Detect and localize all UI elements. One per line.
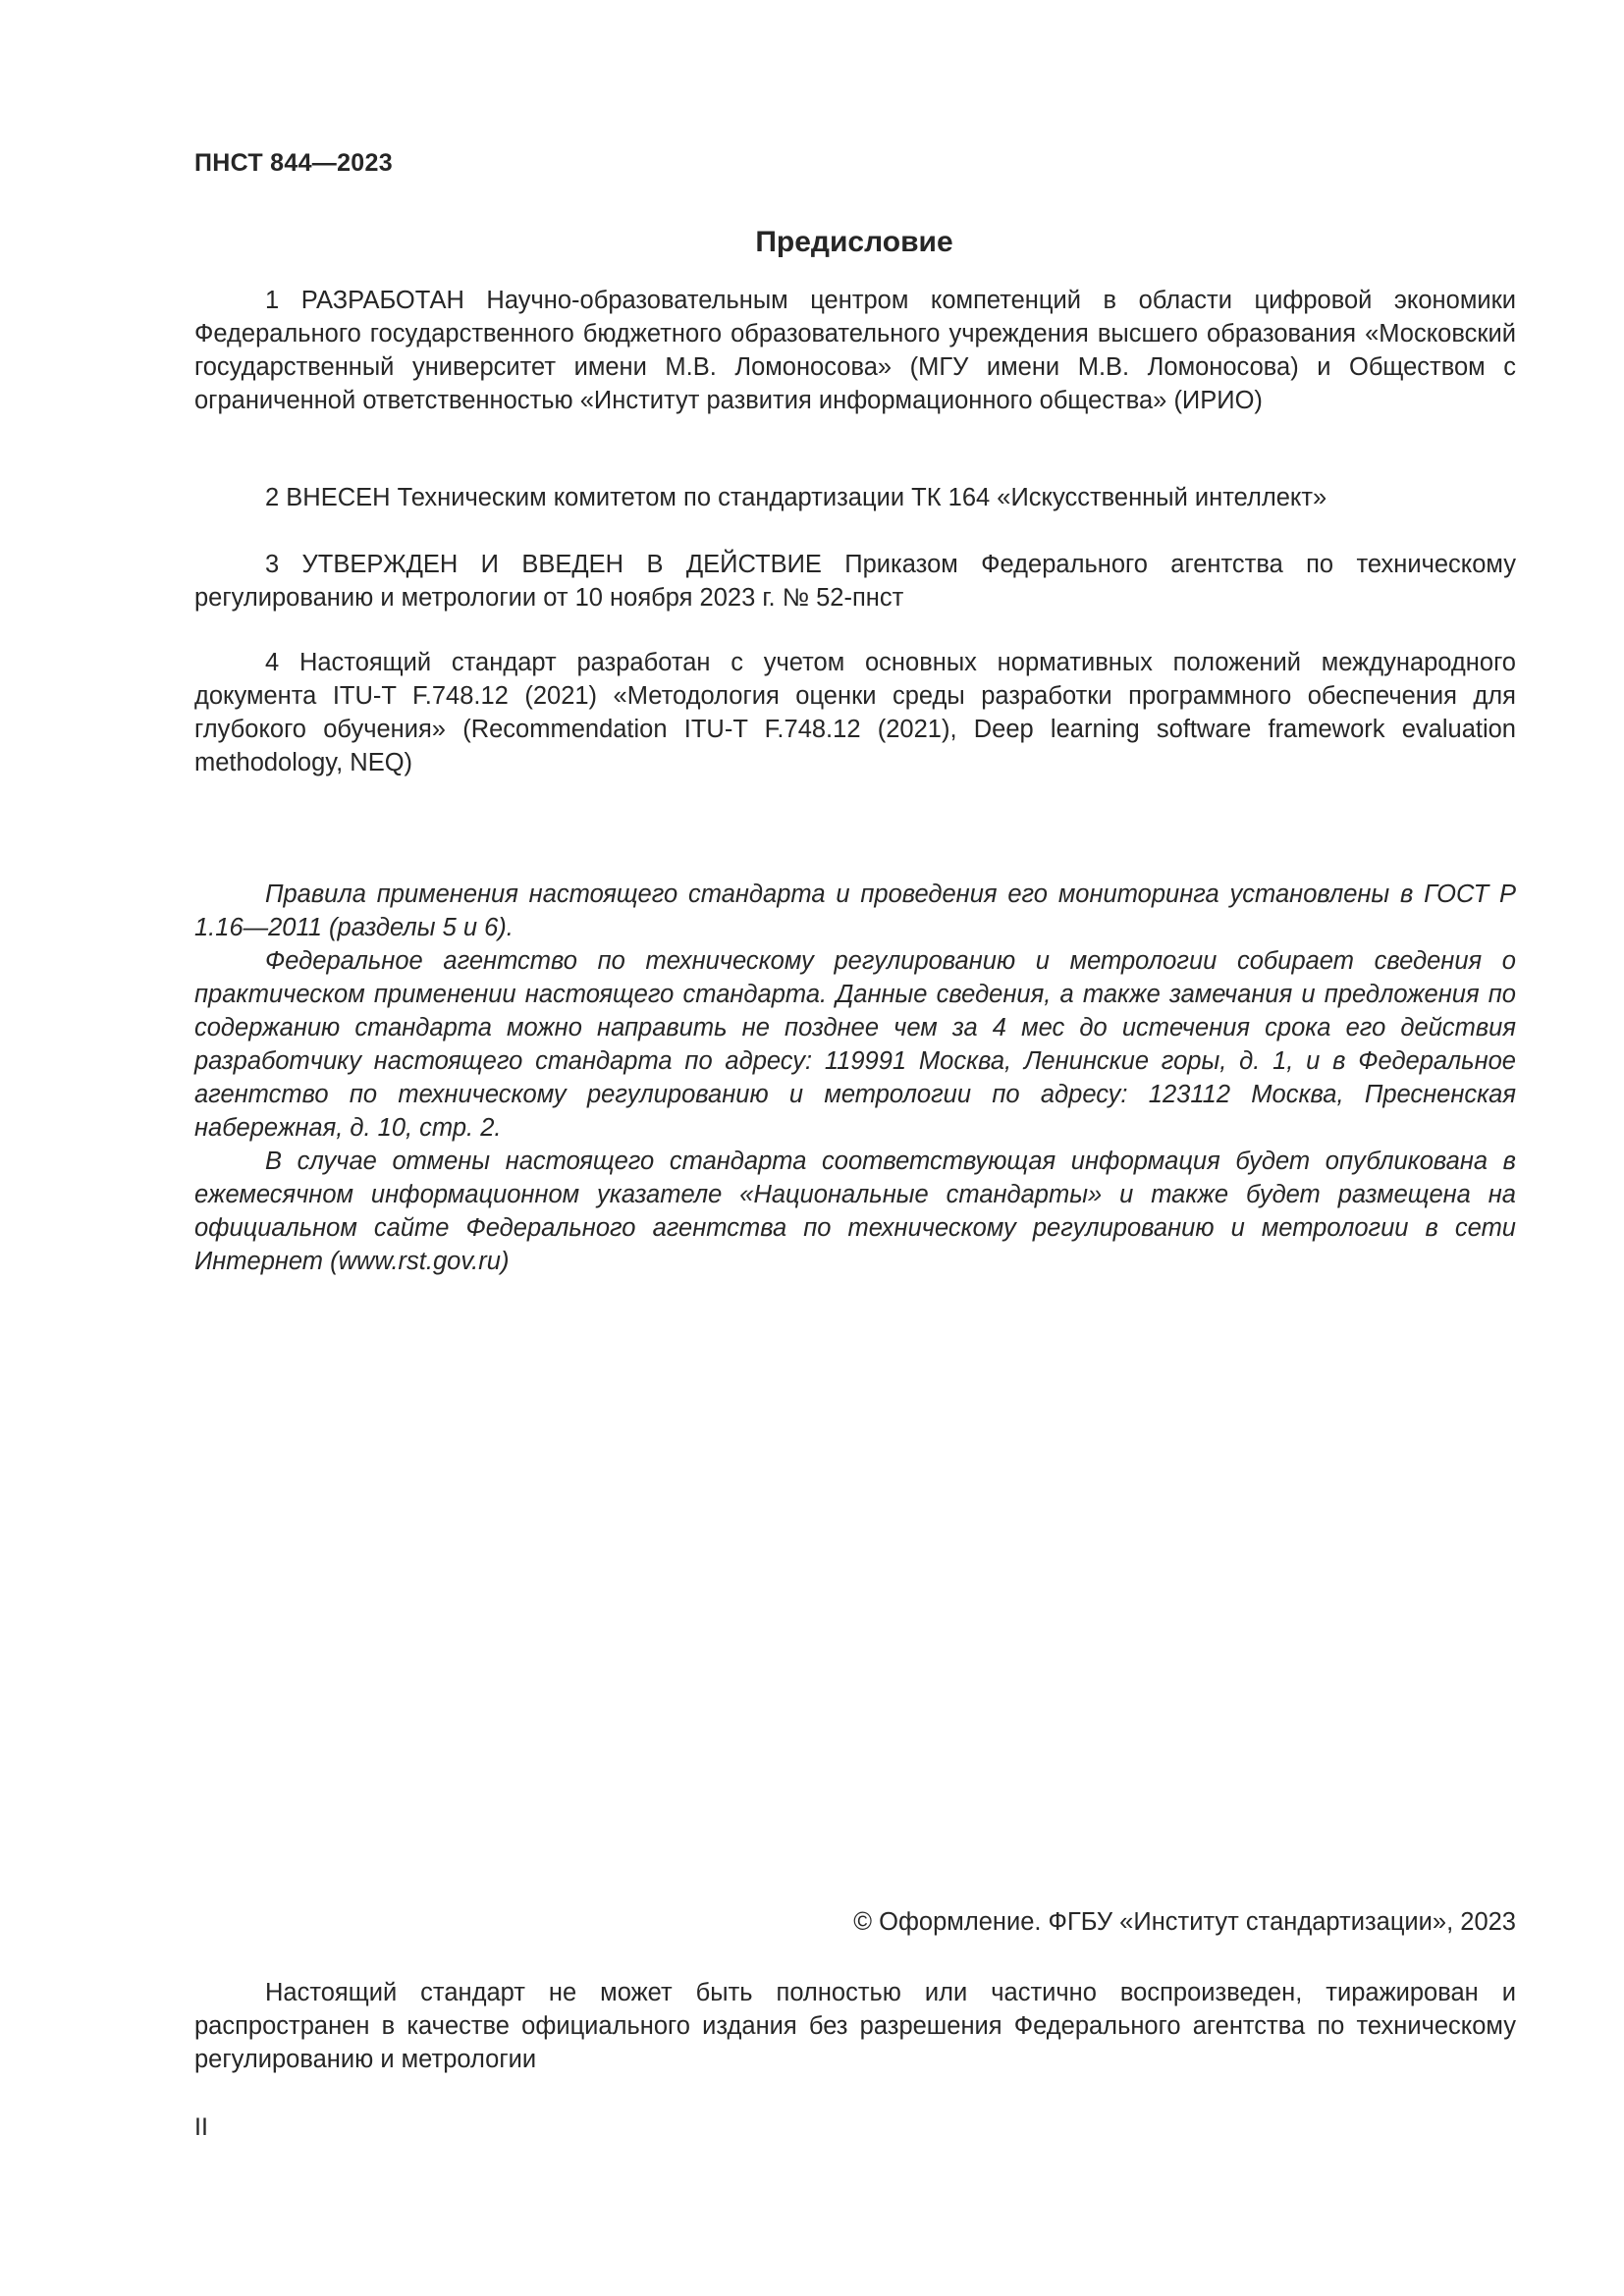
application-notes xyxy=(194,878,1516,1278)
document-id: ПНСТ 844—2023 xyxy=(194,149,393,177)
copyright-notice: © Оформление. ФГБУ «Институт стандартизации», 2023 xyxy=(853,1908,1516,1936)
rights-text: Настоящий стандарт не может быть полностью или частично воспроизведен, тиражирован и распространен в качестве официального издания без разрешения Федерального агентства по техническому регулированию и метрологии xyxy=(194,1979,1516,2073)
rights-notice xyxy=(194,1976,1516,2076)
paragraph-text: 1 РАЗРАБОТАН Научно-образовательным центром компетенций в области цифровой экономики Федерального государственного бюджетного образовательного учреждения высшего образования «Московский государственный университет имени М.В. Ломоносова» (МГУ имени М.В. Ломоносова) и Обществом с ограниченной ответственностью «Институт развития информационного общества» (ИРИО) xyxy=(194,287,1516,414)
paragraph-text: 2 ВНЕСЕН Техническим комитетом по стандартизации ТК 164 «Искусственный интеллект» xyxy=(265,484,1327,511)
note-rules: Правила применения настоящего стандарта и проведения его мониторинга установлены в ГОСТ Р 1.16—2011 (разделы 5 и 6). xyxy=(194,881,1516,941)
paragraph-submitted xyxy=(194,481,1516,514)
page-title: Предисловие xyxy=(755,226,953,258)
paragraph-basis xyxy=(194,646,1516,779)
paragraph-developed xyxy=(194,284,1516,417)
paragraph-approved xyxy=(194,548,1516,614)
note-feedback: Федеральное агентство по техническому регулированию и метрологии собирает сведения о практическом применении настоящего стандарта. Данные сведения, а также замечания и предложения по содержанию стандарта можно направить не позднее чем за 4 мес до истечения срока его действия разработчику настоящего стандарта по адресу: 119991 Москва, Ленинские горы, д. 1, и в Федеральное агентство по техническому регулированию и метрологии по адресу: 123112 Москва, Пресненская набережная, д. 10, стр. 2. xyxy=(194,947,1516,1142)
page-number: II xyxy=(194,2113,208,2141)
paragraph-text: 3 УТВЕРЖДЕН И ВВЕДЕН В ДЕЙСТВИЕ Приказом Федерального агентства по техническому регулированию и метрологии от 10 ноября 2023 г. № 52-пнст xyxy=(194,551,1516,612)
note-cancellation: В случае отмены настоящего стандарта соответствующая информация будет опубликована в ежемесячном информационном указателе «Национальные стандарты» и также будет размещена на официальном сайте Федерального агентства по техническому регулированию и метрологии в сети Интернет (www.rst.gov.ru) xyxy=(194,1148,1516,1275)
paragraph-text: 4 Настоящий стандарт разработан с учетом основных нормативных положений международного документа ITU-T F.748.12 (2021) «Методология оценки среды разработки программного обеспечения для глубокого обучения» (Recommendation ITU-T F.748.12 (2021), Deep learning software framework evaluation methodology, NEQ) xyxy=(194,649,1516,776)
